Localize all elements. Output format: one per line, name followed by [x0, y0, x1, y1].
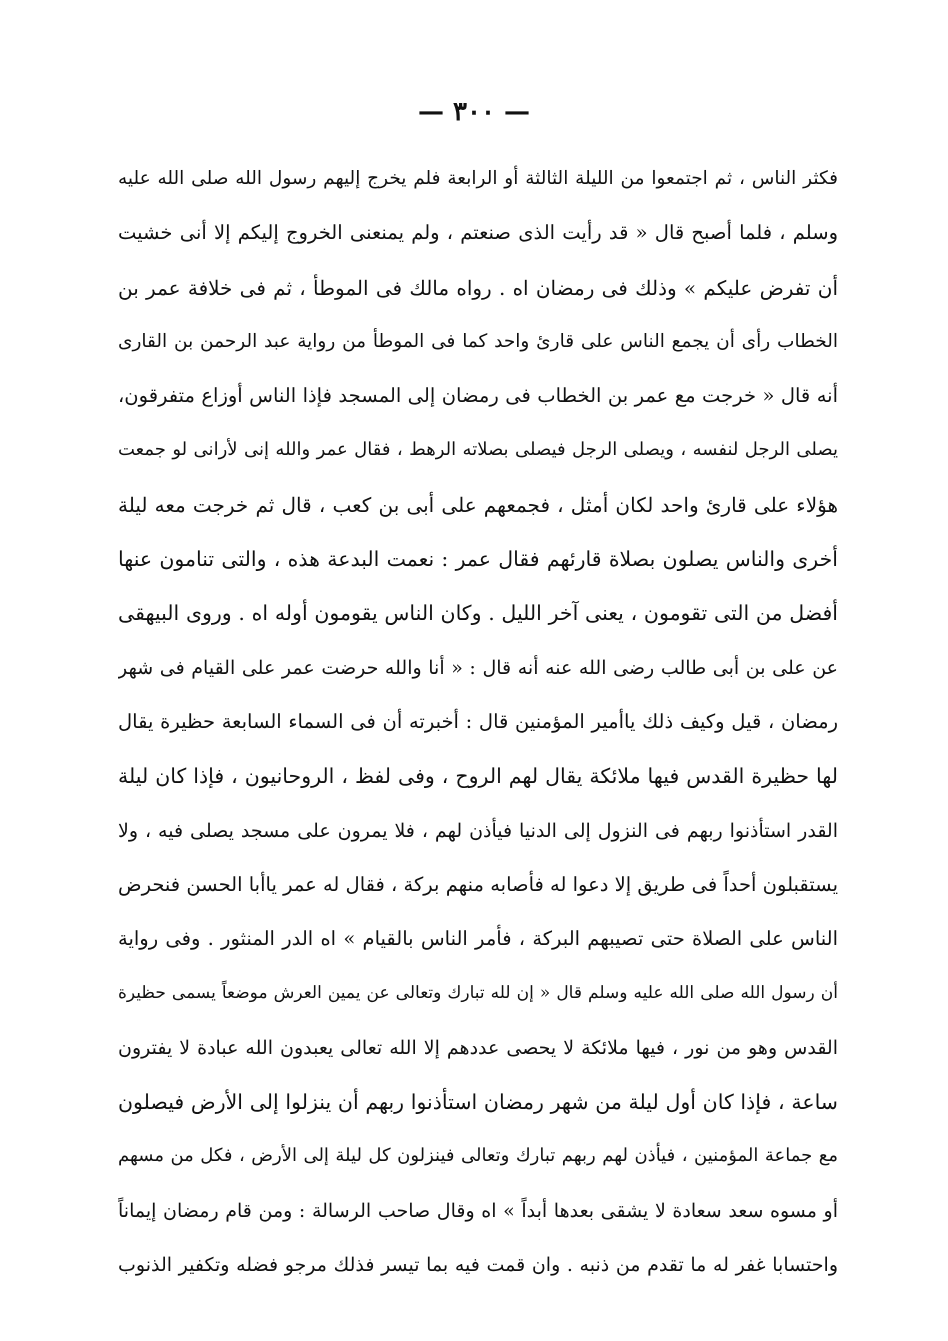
text-line: عن على بن أبى طالب رضى الله عنه أنه قال : « أنا والله حرضت عمر على القيام فى شهر [118, 656, 838, 679]
text-line: ساعة ، فإذا كان أول ليلة من شهر رمضان استأذنوا ربهم أن ينزلوا إلى الأرض فيصلون [118, 1090, 838, 1115]
text-line: هؤلاء على قارئ واحد لكان أمثل ، فجمعهم على أبى بن كعب ، قال ثم خرجت معه ليلة [118, 492, 838, 517]
text-line: أخرى والناس يصلون بصلاة قارئهم فقال عمر : نعمت البدعة هذه ، والتى تنامون عنها [118, 547, 838, 572]
text-line: الخطاب رأى أن يجمع الناس على قارئ واحد كما فى الموطأ من رواية عبد الرحمن بن القارى [118, 330, 838, 352]
text-line: واحتسابا غفر له ما تقدم من ذنبه . وان قمت فيه بما تيسر فذلك مرجو فضله وتكفير الذنوب [118, 1253, 838, 1276]
text-line: مع جماعة المؤمنين ، فيأذن لهم ربهم تبارك وتعالى فينزلون كل ليلة إلى الأرض ، فكل من مسهم [118, 1145, 838, 1167]
text-body [118, 152, 838, 1292]
text-line: وسلم ، فلما أصبح قال « قد رأيت الذى صنعتم ، ولم يمنعنى الخروج إليكم إلا أنى خشيت [118, 221, 838, 245]
text-line: فكثر الناس ، ثم اجتمعوا من الليلة الثالثة أو الرابعة فلم يخرج إليهم رسول الله صلى الله عليه [118, 168, 838, 189]
text-line: القدس وهو من نور ، فيها ملائكة لا يحصى عددهم إلا الله تعالى يعبدون الله عبادة لا يفترون [118, 1036, 838, 1059]
text-line: رمضان ، قيل وكيف ذلك ياأمير المؤمنين قال : أخبرته أن فى السماء السابعة حظيرة يقال [118, 709, 838, 733]
text-line: لها حظيرة القدس فيها ملائكة يقال لهم الروح ، وفى لفظ ، الروحانيون ، فإذا كان ليلة [118, 764, 838, 789]
text-line: يستقبلون أحداً فى طريق إلا دعوا له فأصابه منهم بركة ، فقال له عمر ياأبا الحسن فنحرض [118, 872, 838, 896]
text-line: القدر استأذنوا ربهم فى النزول إلى الدنيا فيأذن لهم ، فلا يمرون على مسجد يصلى فيه ، ولا [118, 819, 838, 842]
text-line: أنه قال « خرجت مع عمر بن الخطاب فى رمضان إلى المسجد فإذا الناس أوزاع متفرقون، [118, 384, 838, 408]
text-line: أن رسول الله صلى الله عليه وسلم قال « إن لله تبارك وتعالى عن يمين العرش موضعاً يسمى حظيرة [118, 983, 838, 1004]
text-line: أن تفرض عليكم » وذلك فى رمضان اه . رواه مالك فى الموطأ ، ثم فى خلافة عمر بن [118, 275, 838, 300]
text-line: يصلى الرجل لنفسه ، ويصلى الرجل فيصلى بصلاته الرهط ، فقال عمر والله إنى لأرانى لو جمعت [118, 439, 838, 461]
page-header [0, 92, 948, 132]
text-line: الناس على الصلاة حتى تصيبهم البركة ، فأمر الناس بالقيام » اه الدر المنثور . وفى رواية [118, 927, 838, 951]
text-line: أفضل من التى تقومون ، يعنى آخر الليل . وكان الناس يقومون أوله اه . وروى البيهقى [118, 601, 838, 626]
text-line: أو مسوه سعد سعادة لا يشقى بعدها أبداً » اه وقال صاحب الرسالة : ومن قام رمضان إيماناً [118, 1199, 838, 1222]
page-number: — ٣٠٠ — [417, 97, 531, 127]
